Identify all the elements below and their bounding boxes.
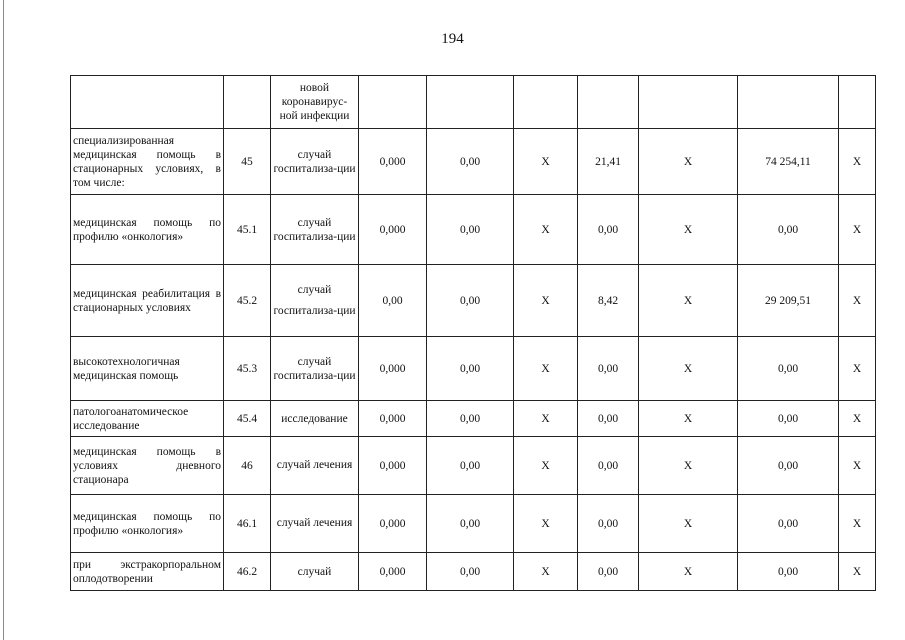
- cell-empty: [738, 76, 839, 129]
- cell-unit: случай лечения: [271, 495, 359, 553]
- cell-value: 0,00: [738, 337, 839, 401]
- table-row: [71, 553, 876, 591]
- cell-unit: случай госпитализа-ции: [271, 265, 359, 337]
- cell-value: 0,00: [427, 553, 514, 591]
- cell-value: X: [639, 265, 738, 337]
- cell-value: X: [639, 437, 738, 495]
- cell-value: 0,00: [738, 495, 839, 553]
- cell-unit: случай лечения: [271, 437, 359, 495]
- cell-value: 0,000: [359, 553, 427, 591]
- cell-value: X: [839, 265, 876, 337]
- table-row: [71, 337, 876, 401]
- table-row: [71, 401, 876, 437]
- table-row: [71, 129, 876, 195]
- cell-value: 0,00: [738, 401, 839, 437]
- cell-name: при экстракорпоральном оплодотворении: [71, 553, 224, 591]
- cell-value: 0,000: [359, 437, 427, 495]
- cell-value: 0,000: [359, 195, 427, 265]
- cell-value: 0,00: [427, 265, 514, 337]
- cell-value: 29 209,51: [738, 265, 839, 337]
- cell-empty: [71, 76, 224, 129]
- cell-value: X: [639, 129, 738, 195]
- cell-value: X: [839, 437, 876, 495]
- cell-empty: [224, 76, 271, 129]
- cell-number: 45.4: [224, 401, 271, 437]
- table-row-header-continuation: [71, 76, 876, 129]
- cell-value: X: [839, 553, 876, 591]
- cell-value: 21,41: [578, 129, 639, 195]
- table-row: [71, 265, 876, 337]
- cell-value: X: [514, 195, 578, 265]
- cell-value: X: [839, 495, 876, 553]
- cell-unit: случай госпитализа-ции: [271, 129, 359, 195]
- page-left-edge: [3, 0, 4, 640]
- cell-value: X: [639, 495, 738, 553]
- cell-value: 74 254,11: [738, 129, 839, 195]
- cell-number: 45.2: [224, 265, 271, 337]
- cell-value: X: [839, 401, 876, 437]
- cell-unit: случай госпитализа-ции: [271, 337, 359, 401]
- cell-value: X: [839, 129, 876, 195]
- cell-value: X: [639, 337, 738, 401]
- cell-value: 0,000: [359, 495, 427, 553]
- cell-value: X: [514, 553, 578, 591]
- table-row: [71, 437, 876, 495]
- cell-value: X: [639, 195, 738, 265]
- cell-number: 45: [224, 129, 271, 195]
- cell-value: 0,000: [359, 401, 427, 437]
- cell-value: X: [514, 495, 578, 553]
- cell-unit: новой коронавирус-ной инфекции: [271, 76, 359, 129]
- cell-value: 0,00: [738, 437, 839, 495]
- cell-value: 0,00: [427, 401, 514, 437]
- cell-value: X: [514, 437, 578, 495]
- cell-value: X: [514, 337, 578, 401]
- cell-value: 0,00: [578, 553, 639, 591]
- cell-value: 0,00: [427, 195, 514, 265]
- cell-value: 0,00: [578, 195, 639, 265]
- cell-value: X: [839, 337, 876, 401]
- cell-unit: случай госпитализа-ции: [271, 195, 359, 265]
- cell-name: специализированная медицинская помощь в стационарных условиях, в том числе:: [71, 129, 224, 195]
- cell-value: 0,00: [427, 437, 514, 495]
- cell-name: медицинская реабилитация в стационарных условиях: [71, 265, 224, 337]
- cell-number: 46.1: [224, 495, 271, 553]
- cell-value: 0,00: [578, 337, 639, 401]
- cell-value: 0,00: [578, 401, 639, 437]
- cell-value: 0,00: [427, 129, 514, 195]
- cell-value: 0,00: [578, 437, 639, 495]
- cell-value: X: [514, 265, 578, 337]
- cell-empty: [839, 76, 876, 129]
- cell-value: X: [639, 401, 738, 437]
- cell-value: 0,00: [427, 495, 514, 553]
- cell-name: патологоанатомическое исследование: [71, 401, 224, 437]
- cell-name: медицинская помощь по профилю «онкология»: [71, 195, 224, 265]
- cell-value: 0,00: [738, 553, 839, 591]
- cell-empty: [514, 76, 578, 129]
- cell-unit: исследование: [271, 401, 359, 437]
- cell-empty: [578, 76, 639, 129]
- cell-value: 0,00: [578, 495, 639, 553]
- cell-value: 0,00: [738, 195, 839, 265]
- cell-empty: [639, 76, 738, 129]
- cell-number: 46: [224, 437, 271, 495]
- cell-number: 45.3: [224, 337, 271, 401]
- cell-number: 46.2: [224, 553, 271, 591]
- cell-value: 0,00: [427, 337, 514, 401]
- cell-empty: [427, 76, 514, 129]
- cell-value: X: [639, 553, 738, 591]
- cell-number: 45.1: [224, 195, 271, 265]
- cell-value: 8,42: [578, 265, 639, 337]
- table-row: [71, 195, 876, 265]
- cell-unit: случай: [271, 553, 359, 591]
- tariff-table: [70, 75, 876, 591]
- cell-name: медицинская помощь в условиях дневного стационара: [71, 437, 224, 495]
- cell-value: X: [514, 129, 578, 195]
- cell-value: 0,000: [359, 337, 427, 401]
- cell-empty: [359, 76, 427, 129]
- cell-name: высокотехнологичная медицинская помощь: [71, 337, 224, 401]
- cell-name: медицинская помощь по профилю «онкология»: [71, 495, 224, 553]
- page-number: 194: [441, 31, 464, 47]
- table-row: [71, 495, 876, 553]
- cell-value: 0,000: [359, 129, 427, 195]
- cell-value: X: [514, 401, 578, 437]
- cell-value: X: [839, 195, 876, 265]
- cell-value: 0,00: [359, 265, 427, 337]
